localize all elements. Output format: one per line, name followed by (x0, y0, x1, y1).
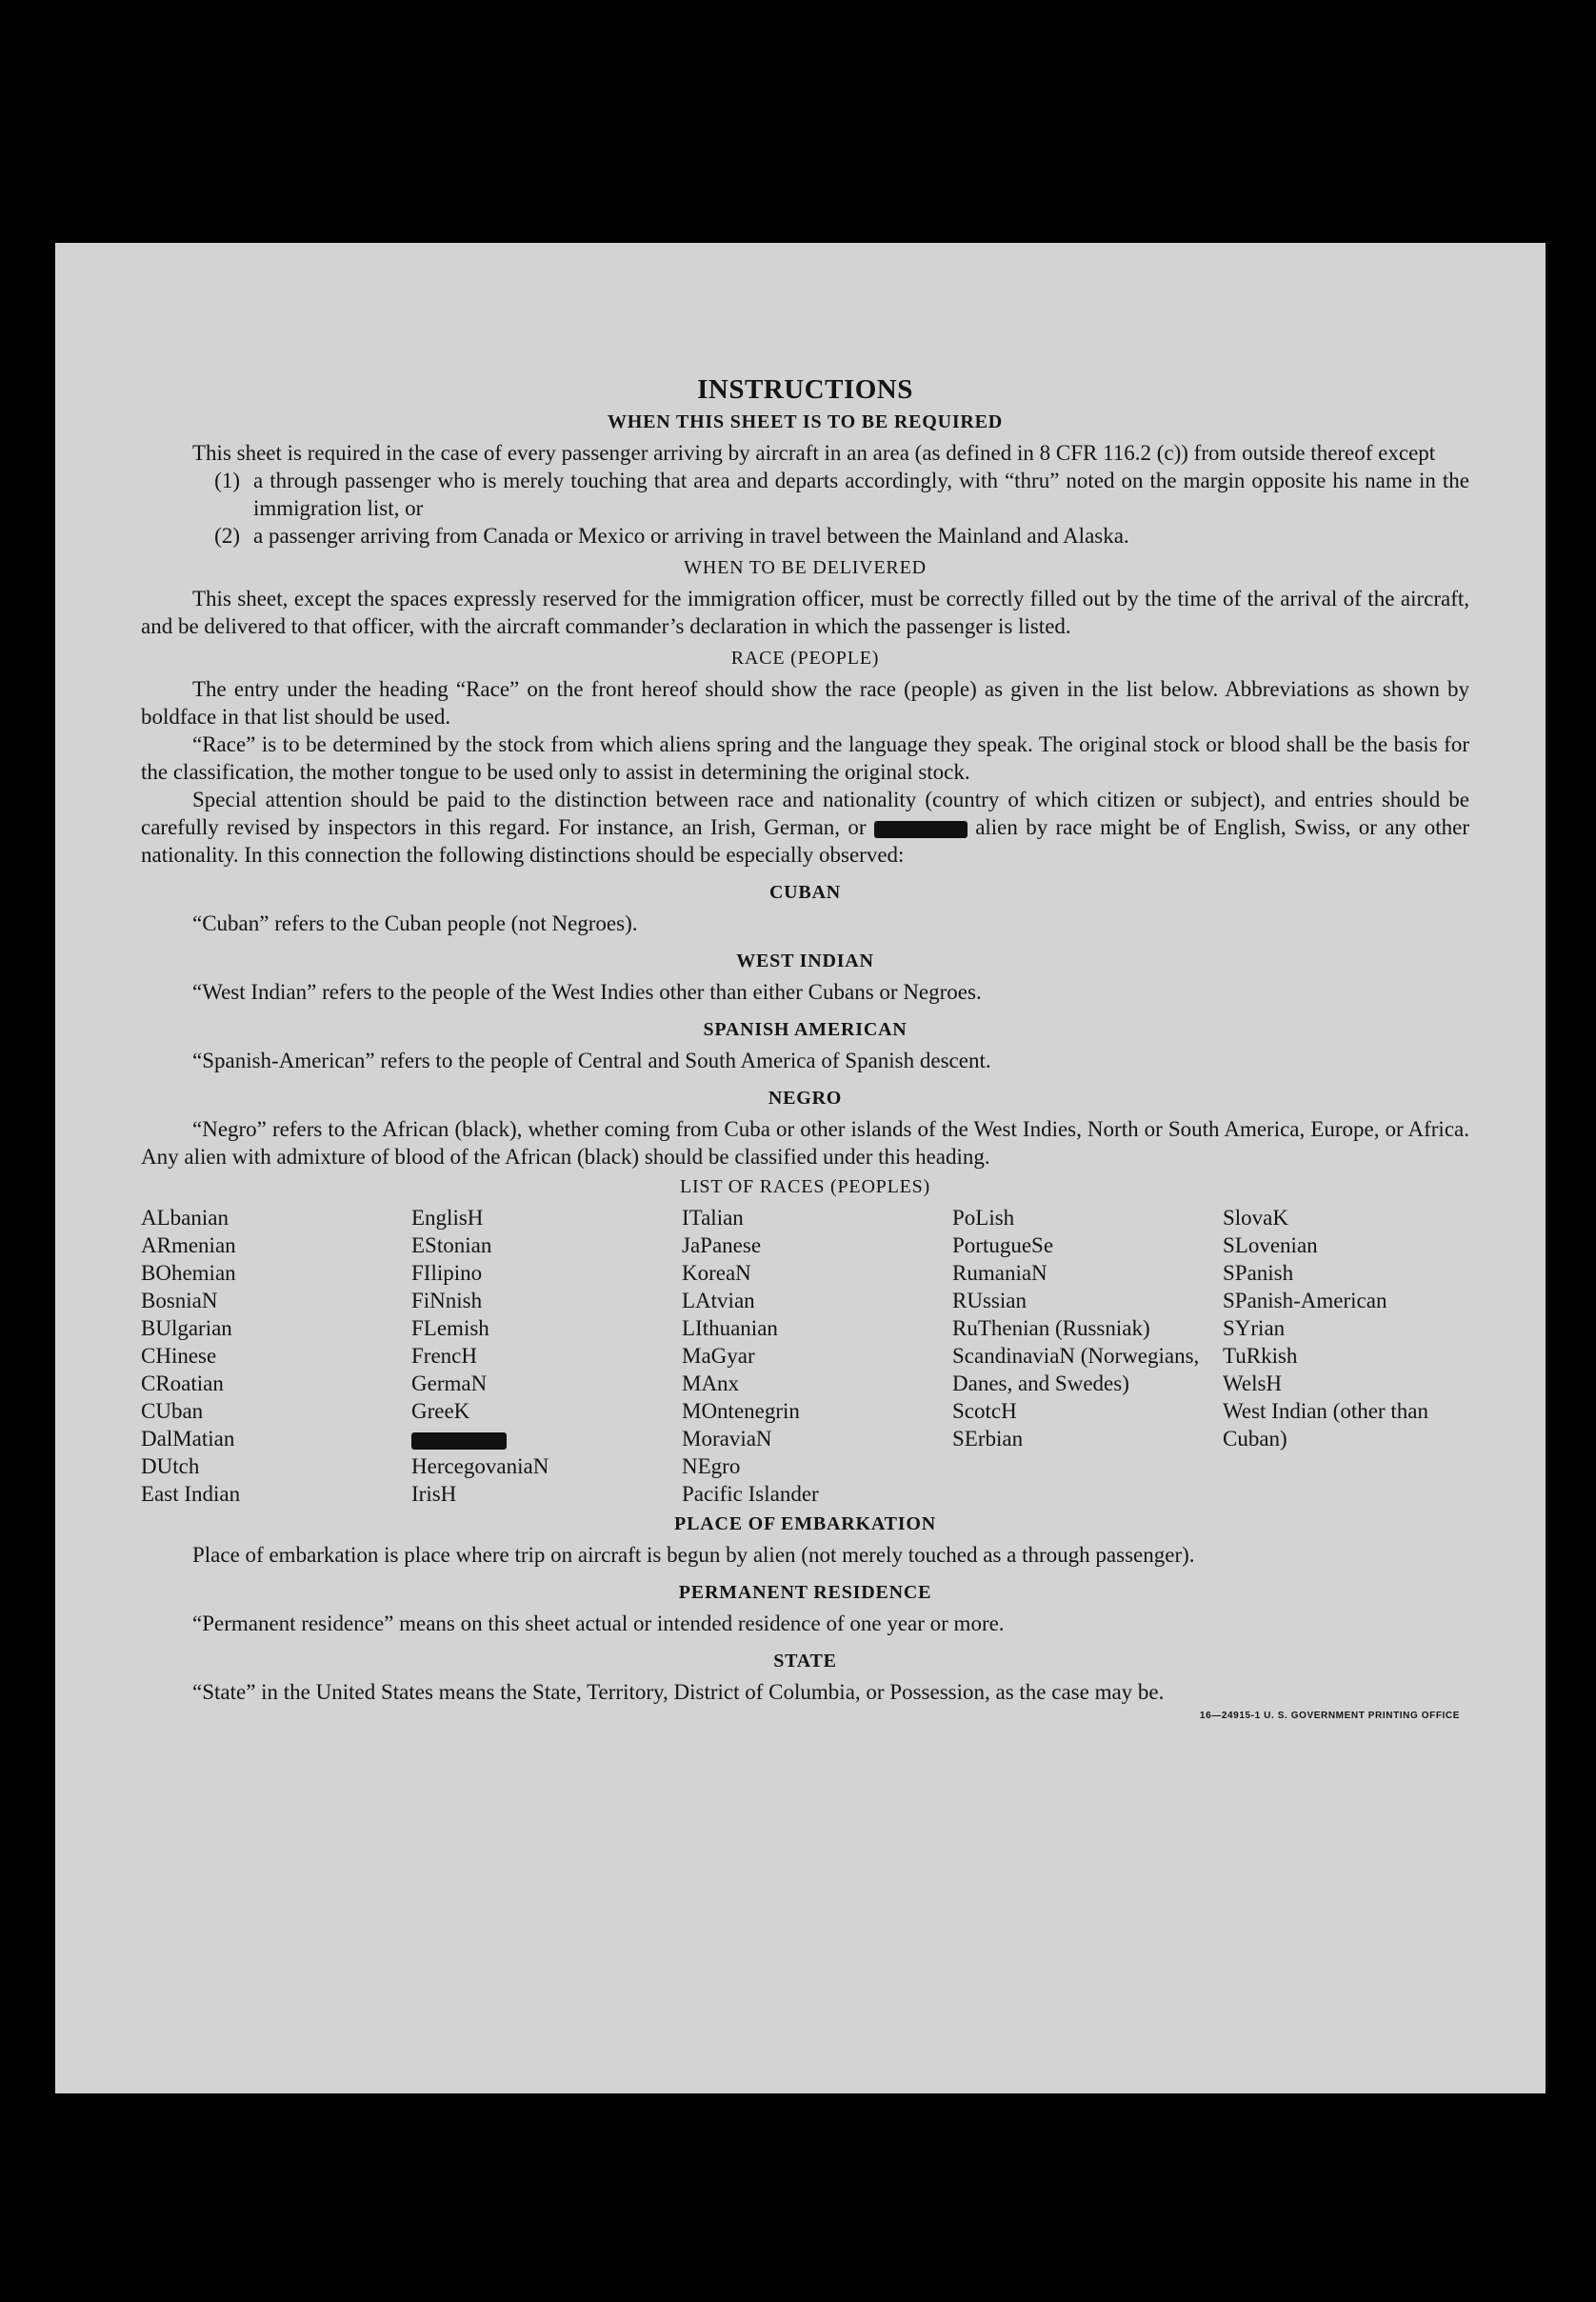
race-item: MaGyar (682, 1344, 755, 1368)
list-item (141, 467, 1469, 522)
races-column (952, 1204, 1223, 1508)
races-column (1223, 1204, 1451, 1508)
race-item: WelsH (1223, 1371, 1283, 1395)
section-heading: RACE (PEOPLE) (730, 648, 880, 669)
paragraph: “State” in the United States means the State, Territory, District of Columbia, or Possession, as the case may be. (192, 1680, 1165, 1704)
section-heading: WHEN TO BE DELIVERED (684, 557, 927, 578)
race-item: RuThenian (Russniak) (952, 1316, 1150, 1340)
race-item: DalMatian (141, 1427, 235, 1451)
redaction-mark (411, 1432, 507, 1450)
section-heading: WEST INDIAN (736, 951, 874, 971)
section-heading: LIST OF RACES (PEOPLES) (679, 1176, 931, 1197)
races-column (411, 1204, 682, 1508)
race-item: EStonian (411, 1233, 492, 1257)
race-item: CUban (141, 1399, 204, 1423)
race-item: GreeK (411, 1399, 470, 1423)
section-heading: PERMANENT RESIDENCE (678, 1582, 932, 1603)
race-item: BUlgarian (141, 1316, 232, 1340)
race-item: CHinese (141, 1344, 217, 1368)
race-item: PoLish (952, 1206, 1015, 1230)
race-item: ScotcH (952, 1399, 1017, 1423)
section-heading: CUBAN (768, 882, 842, 903)
paragraph: Place of embarkation is place where trip on aircraft is begun by alien (not merely touched as a through passenger). (192, 1543, 1195, 1567)
paragraph: This sheet is required in the case of every passenger arriving by aircraft in an area (as defined in 8 CFR 116.2 (c)) from outside thereof except (192, 441, 1436, 465)
race-item: ALbanian (141, 1206, 229, 1230)
race-item: LAtvian (682, 1289, 755, 1312)
race-item: FrencH (411, 1344, 477, 1368)
footer (141, 1678, 1469, 1706)
races-list (141, 1204, 1469, 1508)
race-item: MOntenegrin (682, 1399, 800, 1423)
section-heading: SPANISH AMERICAN (703, 1019, 908, 1040)
race-item: NEgro (682, 1454, 741, 1478)
race-item: FIlipino (411, 1261, 483, 1285)
race-item: HercegovaniaN (411, 1454, 549, 1478)
list-item (141, 522, 1469, 550)
item-number: (1) (214, 469, 240, 492)
race-item: RUssian (952, 1289, 1027, 1312)
page-title: INSTRUCTIONS (697, 374, 913, 405)
paragraph: “Race” is to be determined by the stock from which aliens spring and the language they speak. The original stock or blood shall be the basis for the classification, the mother tongue to be used only to assist in determining the original stock. (141, 732, 1469, 784)
race-item: BOhemian (141, 1261, 236, 1285)
document-sheet (55, 243, 1546, 2093)
race-item: West Indian (other than Cuban) (1223, 1399, 1428, 1451)
paragraph: “Cuban” refers to the Cuban people (not Negroes). (192, 911, 638, 935)
item-number: (2) (214, 524, 240, 548)
paragraph: “Permanent residence” means on this sheet actual or intended residence of one year or more. (192, 1611, 1005, 1635)
race-item: ARmenian (141, 1233, 236, 1257)
race-item: FiNnish (411, 1289, 483, 1312)
race-item: East Indian (141, 1482, 241, 1506)
race-item: CRoatian (141, 1371, 224, 1395)
paragraph (141, 786, 1469, 869)
race-item: Pacific Islander (682, 1482, 819, 1506)
section-heading: STATE (773, 1651, 837, 1671)
section-heading: WHEN THIS SHEET IS TO BE REQUIRED (607, 411, 1004, 432)
races-column (141, 1204, 411, 1508)
race-item: ITalian (682, 1206, 744, 1230)
race-item: SPanish (1223, 1261, 1294, 1285)
race-item: ScandinaviaN (Norwegians, Danes, and Swedes) (952, 1344, 1200, 1395)
section-heading: NEGRO (768, 1088, 843, 1109)
paragraph: “West Indian” refers to the people of the West Indies other than either Cubans or Negroes. (192, 980, 982, 1004)
race-item: SlovaK (1223, 1206, 1288, 1230)
printer-line (141, 1706, 1469, 1723)
printer-imprint: 16—24915-1 U. S. GOVERNMENT PRINTING OFFICE (1199, 1711, 1460, 1721)
race-item: DUtch (141, 1454, 200, 1478)
race-item-redacted (411, 1425, 674, 1452)
paragraph-part: alien by race might be of English, Swiss, or any other nationality. In this connection the following distinctions should be especially observed: (141, 815, 1470, 867)
paragraph: “Negro” refers to the African (black), whether coming from Cuba or other islands of the West Indies, North or South America, Europe, or Africa. Any alien with admixture of blood of the African (black) should be classified under this heading. (141, 1117, 1469, 1169)
race-item: SYrian (1223, 1316, 1286, 1340)
race-item: LIthuanian (682, 1316, 778, 1340)
paragraph: The entry under the heading “Race” on the front hereof should show the race (people) as given in the list below. Abbreviations as shown by boldface in that list should be used. (141, 677, 1469, 729)
races-column (682, 1204, 952, 1508)
section-heading: PLACE OF EMBARKATION (674, 1513, 936, 1534)
race-item: GermaN (411, 1371, 488, 1395)
race-item: IrisH (411, 1482, 457, 1506)
paragraph: This sheet, except the spaces expressly reserved for the immigration officer, must be correctly filled out by the time of the arrival of the aircraft, and be delivered to that officer, with the aircraft commander’s declaration in which the passenger is listed. (141, 587, 1469, 638)
item-text: a passenger arriving from Canada or Mexico or arriving in travel between the Mainland and Alaska. (253, 524, 1129, 548)
item-text: a through passenger who is merely touching that area and departs accordingly, with “thru” noted on the margin opposite his name in the immigration list, or (253, 469, 1469, 520)
race-item: KoreaN (682, 1261, 751, 1285)
redaction-mark (874, 821, 968, 838)
race-item: SLovenian (1223, 1233, 1318, 1257)
race-item: SErbian (952, 1427, 1024, 1451)
race-item: EnglisH (411, 1206, 484, 1230)
race-item: FLemish (411, 1316, 489, 1340)
race-item: RumaniaN (952, 1261, 1047, 1285)
paragraph: “Spanish-American” refers to the people of Central and South America of Spanish descent. (192, 1049, 991, 1072)
race-item: PortugueSe (952, 1233, 1054, 1257)
race-item: MAnx (682, 1371, 740, 1395)
race-item: BosniaN (141, 1289, 218, 1312)
race-item: MoraviaN (682, 1427, 772, 1451)
paragraph-part: Special attention should be paid to the distinction between race and nationality (country of which citizen or subject), and entries should be carefully revised by inspectors in this regard. For instance, an Irish, German, or (141, 788, 1469, 839)
race-item: JaPanese (682, 1233, 762, 1257)
race-item: SPanish-American (1223, 1289, 1387, 1312)
race-item: TuRkish (1223, 1344, 1298, 1368)
